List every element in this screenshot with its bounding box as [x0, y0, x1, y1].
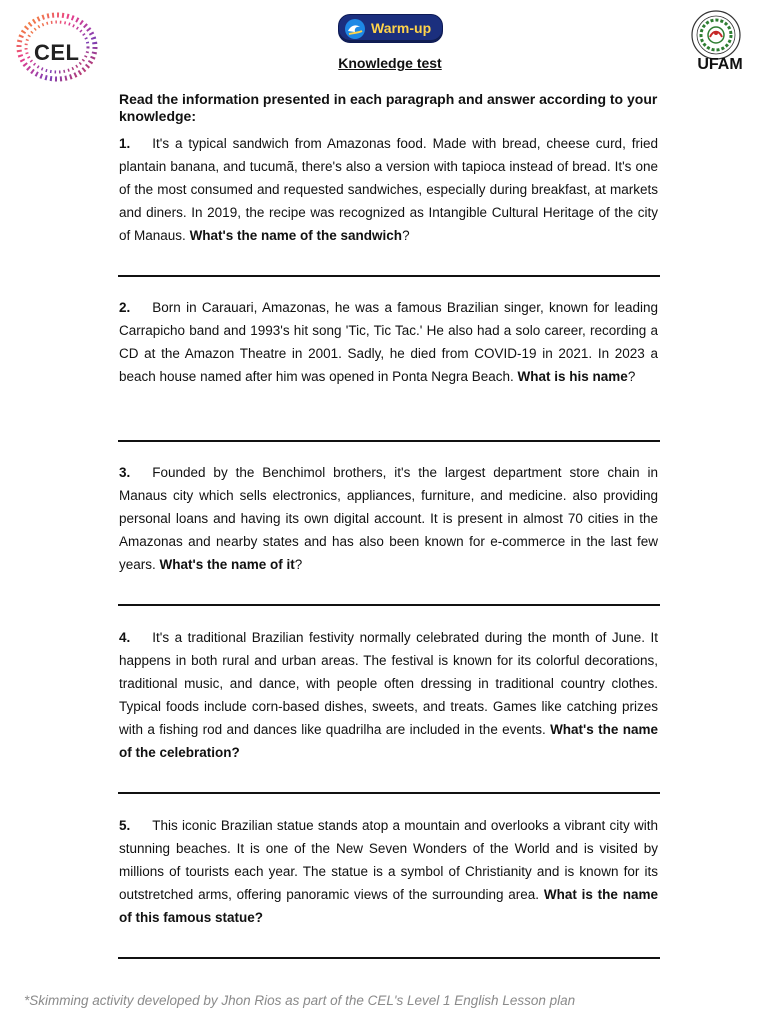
question-prompt: What is the name of this famous statue?: [119, 887, 658, 925]
question-suffix: ?: [402, 228, 410, 243]
answer-line-3[interactable]: [118, 604, 660, 606]
footer-note: *Skimming activity developed by Jhon Rios as part of the CEL's Level 1 English Lesson plan: [24, 993, 576, 1008]
question-number: 3.: [119, 465, 131, 480]
question-text: Founded by the Benchimol brothers, it's the largest department store chain in Manaus city which sells electronics, appliances, furniture, and medicine. also providing personal loans and having its own digital account. It is present in almost 70 cities in the Amazonas and nearby states and has also been known for e-commerce in the last few years.: [119, 465, 658, 572]
question-suffix: ?: [294, 557, 303, 572]
question-text: This iconic Brazilian statue stands atop a mountain and overlooks a vibrant city with stunning beaches. It is one of the New Seven Wonders of the World and is visited by millions of tourists each year. The statue is a symbol of Christianity and is known for its outstretched arms, offering panoramic views of the surrounding area.: [119, 818, 658, 902]
cel-logo-text: CEL: [34, 40, 80, 65]
question-prompt: What's the name of the celebration?: [119, 722, 658, 760]
question-prompt: What's the name of the sandwich: [189, 228, 403, 243]
question-suffix: ?: [627, 369, 636, 384]
question-number: 2.: [119, 300, 131, 315]
question-number: 4.: [119, 630, 131, 645]
question-number: 5.: [119, 818, 131, 833]
warm-up-badge: [338, 14, 443, 43]
answer-line-4[interactable]: [118, 792, 660, 794]
question-text: Born in Carauari, Amazonas, he was a famous Brazilian singer, known for leading Carrapicho band and 1993's hit song 'Tic, Tic Tac.' He also had a solo career, recording a CD at the Amazon Theatre in 2001. Sadly, he died from COVID-19 in 2021. In 2023 a beach house named after him was opened in Ponta Negra Beach.: [119, 300, 658, 384]
question-prompt: What's the name of it: [159, 557, 295, 572]
ufam-logo-text: UFAM: [697, 56, 743, 73]
question-4: [119, 626, 658, 764]
question-number: 1.: [119, 136, 131, 151]
answer-line-1[interactable]: [118, 275, 660, 277]
question-prompt: What is his name: [517, 369, 628, 384]
wave-icon: [344, 18, 366, 40]
warm-up-label: Warm-up: [371, 20, 432, 36]
answer-line-5[interactable]: [118, 957, 660, 959]
instructions: Read the information presented in each paragraph and answer according to your knowledge:: [119, 91, 658, 124]
question-3: [119, 461, 658, 576]
question-text: It's a typical sandwich from Amazonas food. Made with bread, cheese curd, fried plantain banana, and tucumã, there's also a version with tapioca instead of bread. It's one of the most consumed and requested sandwiches, especially during breakfast, at markets and diners. In 2019, the recipe was recognized as Intangible Cultural Heritage of the city of Manaus.: [119, 136, 658, 243]
question-5: [119, 814, 658, 929]
question-1: [119, 132, 658, 247]
answer-line-2[interactable]: [118, 440, 660, 442]
question-2: [119, 296, 658, 388]
page-title: Knowledge test: [338, 55, 442, 71]
question-text: It's a traditional Brazilian festivity normally celebrated during the month of June. It happens in both rural and urban areas. The festival is known for its colorful decorations, traditional music, and dance, with people often dressing in traditional country clothes. Typical foods include corn-based dishes, sweets, and treats. Games like catching prizes with a fishing rod and dances like quadrilha are included in the events.: [119, 630, 658, 737]
